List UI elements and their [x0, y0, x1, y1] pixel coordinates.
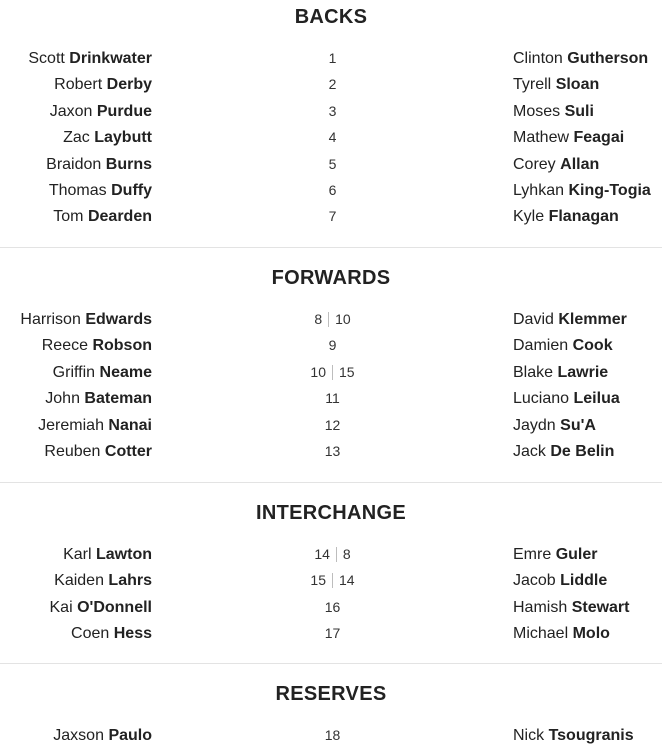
- away-player-last-name: Suli: [564, 102, 594, 120]
- home-player-last-name: Duffy: [111, 181, 152, 199]
- section-title: FORWARDS: [271, 267, 391, 289]
- home-player-last-name: Lawton: [96, 546, 152, 563]
- away-player[interactable]: [513, 542, 597, 568]
- away-player-last-name: Liddle: [560, 572, 608, 590]
- jersey-number-value: 14: [314, 546, 330, 562]
- section-reserves: [0, 681, 662, 749]
- home-player-last-name: Robson: [92, 337, 152, 355]
- away-player-last-name: Flanagan: [548, 208, 619, 226]
- number-separator: [336, 547, 337, 562]
- number-separator: [328, 312, 329, 327]
- player-row: [0, 152, 662, 178]
- home-player-first-name: Coen: [71, 625, 110, 643]
- home-player-last-name: Nanai: [108, 416, 152, 434]
- section-divider: [0, 247, 662, 248]
- home-player-first-name: Griffin: [52, 363, 96, 381]
- home-player-last-name: Burns: [105, 155, 152, 173]
- away-player-last-name: Su'A: [560, 416, 596, 434]
- home-player-last-name: O'Donnell: [77, 598, 152, 616]
- away-player[interactable]: [513, 46, 648, 72]
- section-interchange: [0, 500, 662, 648]
- away-player-first-name: Jaydn: [513, 416, 556, 434]
- away-player-first-name: Clinton: [513, 50, 563, 67]
- away-player-last-name: Sloan: [555, 76, 600, 94]
- home-player-last-name: Bateman: [84, 390, 152, 408]
- home-player-last-name: Lahrs: [108, 572, 152, 590]
- jersey-number-value: 3: [328, 102, 337, 119]
- player-row: [0, 99, 662, 125]
- away-player[interactable]: [513, 333, 613, 359]
- section-forwards: [0, 265, 662, 465]
- home-player-last-name: Purdue: [96, 102, 152, 120]
- player-row: [0, 333, 662, 359]
- player-row: [0, 204, 662, 230]
- home-player-last-name: Dearden: [87, 208, 152, 226]
- away-player[interactable]: [513, 568, 607, 594]
- jersey-number-value: 6: [328, 181, 337, 198]
- section-title: INTERCHANGE: [256, 502, 406, 524]
- player-row: [0, 568, 662, 594]
- player-rows: [0, 307, 662, 465]
- home-player-last-name: Hess: [113, 625, 152, 643]
- home-player-first-name: Kai: [49, 598, 73, 616]
- away-player[interactable]: [513, 178, 651, 204]
- away-player[interactable]: [513, 125, 624, 151]
- away-player-last-name: Gutherson: [567, 50, 649, 67]
- home-player-first-name: Braidon: [46, 155, 102, 173]
- away-player-first-name: David: [513, 311, 554, 328]
- away-player-last-name: De Belin: [550, 442, 615, 460]
- jersey-number-value: 11: [325, 390, 340, 407]
- away-player[interactable]: [513, 307, 627, 333]
- away-player-first-name: Moses: [513, 102, 561, 120]
- jersey-number-value: 18: [324, 727, 341, 743]
- jersey-number-value: 1: [328, 50, 337, 66]
- home-player-first-name: Zac: [63, 129, 90, 147]
- jersey-number-value: 5: [328, 155, 337, 172]
- player-row: [0, 125, 662, 151]
- away-player-first-name: Jack: [513, 442, 546, 460]
- away-player-last-name: Molo: [572, 625, 610, 643]
- away-player[interactable]: [513, 723, 634, 749]
- away-player-first-name: Kyle: [513, 208, 545, 226]
- section-title: BACKS: [294, 6, 368, 28]
- player-row: [0, 46, 662, 72]
- player-row: [0, 595, 662, 621]
- home-player-first-name: Robert: [54, 76, 103, 94]
- player-row: [0, 360, 662, 386]
- jersey-number-value: 16: [324, 598, 341, 615]
- home-player-first-name: Harrison: [20, 311, 81, 328]
- away-player[interactable]: [513, 99, 594, 125]
- away-player-last-name: Allan: [560, 155, 600, 173]
- player-row: [0, 178, 662, 204]
- home-player-first-name: Jeremiah: [38, 416, 104, 434]
- away-player-first-name: Luciano: [513, 390, 570, 408]
- away-player-first-name: Hamish: [513, 598, 568, 616]
- away-player-last-name: Tsougranis: [548, 727, 634, 744]
- away-player[interactable]: [513, 386, 620, 412]
- home-player-first-name: Karl: [63, 546, 92, 563]
- away-player[interactable]: [513, 439, 614, 465]
- jersey-number-value: 7: [328, 208, 337, 225]
- home-player-first-name: Kaiden: [54, 572, 104, 590]
- jersey-number-value: 14: [339, 572, 355, 589]
- away-player-first-name: Lyhkan: [513, 181, 564, 199]
- jersey-number-value: 15: [339, 363, 355, 380]
- jersey-number-value: 15: [310, 572, 326, 589]
- home-player-last-name: Neame: [99, 363, 152, 381]
- player-row: [0, 386, 662, 412]
- player-row: [0, 413, 662, 439]
- section-divider: [0, 663, 662, 664]
- player-row: [0, 723, 662, 749]
- jersey-number-value: 10: [310, 363, 326, 380]
- home-player-first-name: John: [45, 390, 80, 408]
- away-player-first-name: Emre: [513, 546, 552, 563]
- away-player-first-name: Mathew: [513, 129, 570, 147]
- away-player-first-name: Michael: [513, 625, 569, 643]
- away-player-last-name: Leilua: [573, 390, 620, 408]
- away-player-last-name: Stewart: [571, 598, 630, 616]
- home-player-last-name: Drinkwater: [69, 50, 152, 67]
- player-rows: [0, 723, 662, 749]
- player-rows: [0, 542, 662, 648]
- away-player[interactable]: [513, 621, 610, 647]
- away-player-last-name: King-Togia: [568, 181, 651, 199]
- jersey-number-value: 2: [328, 76, 337, 93]
- section-backs: [0, 4, 662, 231]
- jersey-number-value: 10: [335, 311, 351, 327]
- away-player-first-name: Blake: [513, 363, 554, 381]
- number-separator: [332, 573, 333, 588]
- number-separator: [332, 365, 333, 380]
- home-player-first-name: Jaxon: [49, 102, 93, 120]
- home-player-last-name: Edwards: [85, 311, 152, 328]
- away-player-last-name: Klemmer: [558, 311, 627, 328]
- away-player-last-name: Feagai: [573, 129, 625, 147]
- away-player-first-name: Jacob: [513, 572, 556, 590]
- away-player-last-name: Cook: [572, 337, 613, 355]
- jersey-number-value: 13: [324, 442, 341, 459]
- section-title: RESERVES: [275, 683, 387, 705]
- home-player-first-name: Jaxson: [53, 727, 104, 744]
- away-player-first-name: Tyrell: [513, 76, 552, 94]
- away-player[interactable]: [513, 595, 629, 621]
- player-row: [0, 439, 662, 465]
- player-row: [0, 542, 662, 568]
- home-player-first-name: Scott: [28, 50, 65, 67]
- home-player-last-name: Cotter: [104, 442, 152, 460]
- jersey-number-value: 8: [342, 546, 351, 562]
- away-player-last-name: Guler: [555, 546, 598, 563]
- away-player-first-name: Nick: [513, 727, 545, 744]
- home-player-first-name: Reuben: [44, 442, 101, 460]
- jersey-number-value: 8: [314, 311, 323, 327]
- away-player-first-name: Corey: [513, 155, 556, 173]
- home-player-first-name: Tom: [53, 208, 84, 226]
- home-player-first-name: Reece: [41, 337, 88, 355]
- player-rows: [0, 46, 662, 231]
- away-player[interactable]: [513, 72, 599, 98]
- away-player[interactable]: [513, 360, 608, 386]
- player-row: [0, 307, 662, 333]
- section-divider: [0, 482, 662, 483]
- away-player-first-name: Damien: [513, 337, 569, 355]
- jersey-number-value: 17: [324, 625, 341, 642]
- jersey-number-value: 9: [328, 337, 337, 354]
- away-player-last-name: Lawrie: [557, 363, 609, 381]
- player-row: [0, 72, 662, 98]
- home-player-first-name: Thomas: [48, 181, 107, 199]
- jersey-number-value: 4: [328, 129, 337, 146]
- away-player[interactable]: [513, 152, 599, 178]
- home-player-last-name: Laybutt: [94, 129, 152, 147]
- home-player-last-name: Paulo: [108, 727, 152, 744]
- player-row: [0, 621, 662, 647]
- away-player[interactable]: [513, 204, 619, 230]
- home-player-last-name: Derby: [106, 76, 152, 94]
- away-player[interactable]: [513, 413, 596, 439]
- jersey-number-value: 12: [324, 416, 341, 433]
